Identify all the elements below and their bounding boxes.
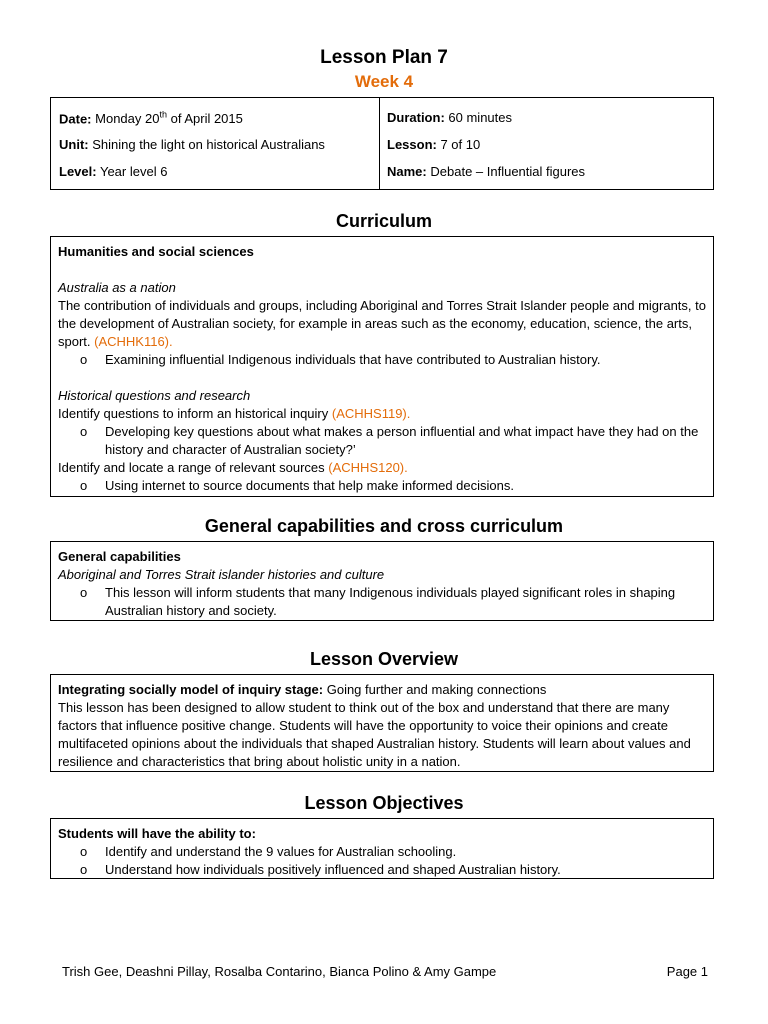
- overview-text: This lesson has been designed to allow student to think out of the box and understand that there are many factors that influence positive change. Students will have the opportunity to voice their opinions and create multifaceted opinions about the individuals that shaped Australian history. Students will learn about values and resilience and characteristics that bring about holistic unity in a nation.: [58, 700, 691, 769]
- week-subtitle: Week 4: [354, 72, 414, 91]
- level-label: Level:: [59, 164, 97, 179]
- footer-authors: Trish Gee, Deashni Pillay, Rosalba Contarino, Bianca Polino & Amy Gampe: [62, 964, 497, 979]
- unit-row: [59, 137, 325, 152]
- info-left-column: [51, 98, 380, 189]
- list-item: o Using internet to source documents that help make informed decisions.: [58, 477, 706, 495]
- capabilities-box: [50, 541, 714, 621]
- curriculum-heading: Curriculum: [335, 211, 432, 231]
- section-text: The contribution of individuals and groups, including Aboriginal and Torres Strait Islander people and migrants, to the development of Australian society, for example in areas such as the economy, education, science, the arts, sport. (ACHHK116).: [58, 298, 706, 349]
- overview-box: [50, 674, 714, 772]
- curriculum-code: (ACHHK116).: [94, 334, 173, 349]
- level-value: Year level 6: [99, 164, 168, 179]
- name-row: [387, 164, 585, 179]
- lesson-value: 7 of 10: [440, 137, 481, 152]
- curriculum-box: [50, 236, 714, 497]
- capabilities-title: General capabilities: [58, 549, 181, 564]
- lesson-label: Lesson:: [387, 137, 437, 152]
- level-row: [59, 164, 167, 179]
- duration-row: [387, 110, 512, 125]
- name-label: Name:: [387, 164, 427, 179]
- overview-heading: Lesson Overview: [309, 649, 459, 669]
- unit-label: Unit:: [59, 137, 89, 152]
- curriculum-code: (ACHHS120).: [328, 460, 408, 475]
- section-text: Identify and locate a range of relevant sources (ACHHS120).: [58, 460, 408, 475]
- section-title: Australia as a nation: [58, 280, 176, 295]
- capabilities-heading: General capabilities and cross curriculum: [204, 516, 564, 536]
- duration-value: 60 minutes: [448, 110, 512, 125]
- unit-value: Shining the light on historical Australians: [92, 137, 325, 152]
- date-value: Monday 20th of April 2015: [95, 110, 243, 127]
- lesson-row: [387, 137, 480, 152]
- curriculum-subject: Humanities and social sciences: [58, 244, 254, 259]
- objectives-heading: Lesson Objectives: [304, 793, 464, 813]
- curriculum-code: (ACHHS119).: [331, 406, 411, 421]
- section-text: Identify questions to inform an historical inquiry (ACHHS119).: [58, 406, 411, 421]
- overview-stage: Integrating socially model of inquiry stage: Going further and making connections: [58, 682, 547, 697]
- list-item: o Understand how individuals positively influenced and shaped Australian history.: [58, 861, 706, 879]
- capabilities-subtitle: Aboriginal and Torres Strait islander histories and culture: [58, 567, 385, 582]
- date-row: [59, 110, 243, 126]
- list-item: o Developing key questions about what makes a person influential and what impact have they had on the history and character of Australian society?’: [58, 423, 706, 459]
- objectives-intro: Students will have the ability to:: [58, 826, 256, 841]
- info-right-column: [379, 98, 713, 189]
- list-item: o This lesson will inform students that many Indigenous individuals played significant roles in shaping Australian history and society.: [58, 584, 706, 620]
- list-item: o Identify and understand the 9 values for Australian schooling.: [58, 843, 706, 861]
- date-label: Date:: [59, 111, 92, 127]
- duration-label: Duration:: [387, 110, 445, 125]
- section-title: Historical questions and research: [58, 388, 251, 403]
- objectives-box: [50, 818, 714, 879]
- page-number: Page 1: [666, 964, 708, 979]
- list-item: o Examining influential Indigenous individuals that have contributed to Australian history.: [58, 351, 706, 369]
- name-value: Debate – Influential figures: [430, 164, 586, 179]
- lesson-info-table: [50, 97, 714, 190]
- page-title: Lesson Plan 7: [320, 47, 448, 68]
